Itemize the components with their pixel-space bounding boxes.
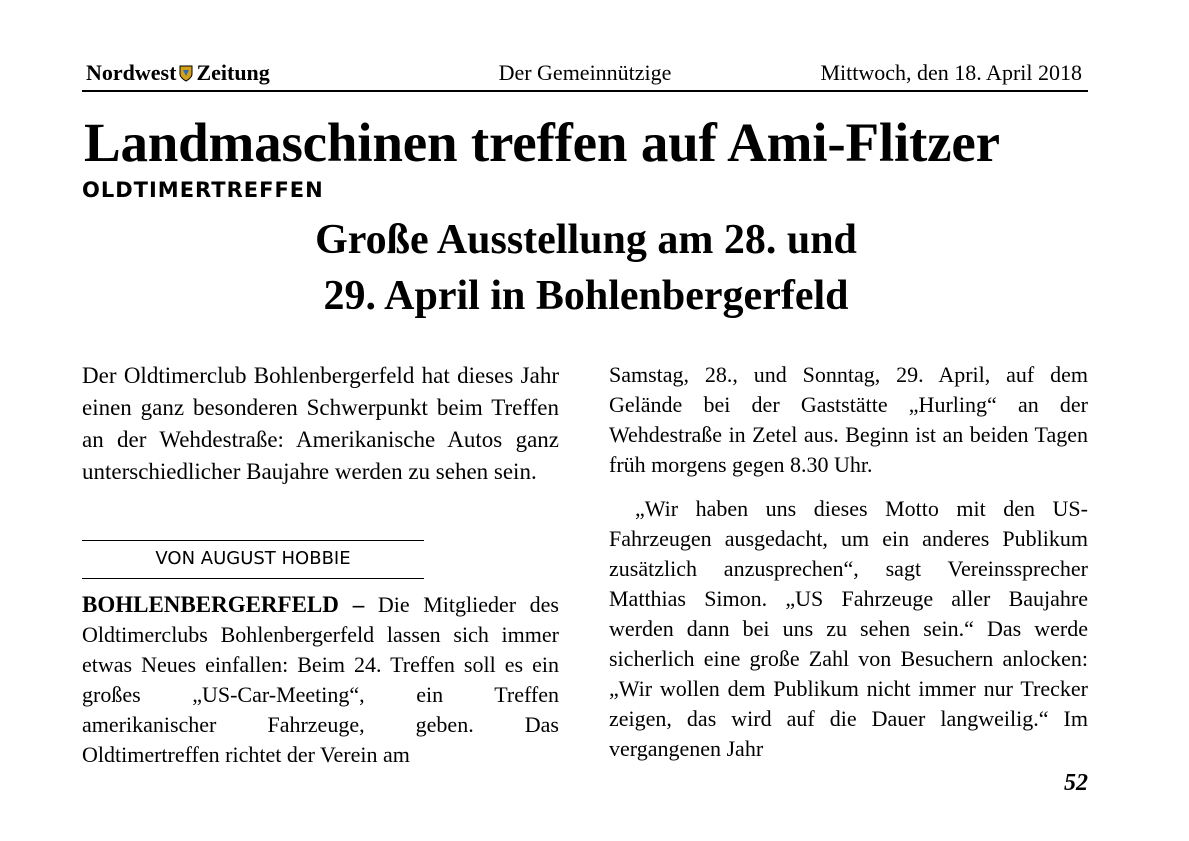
subheadline-line-1: Große Ausstellung am 28. und [315, 217, 857, 263]
body-left-text: Die Mitglieder des Oldtimerclubs Bohlenbergerfeld lassen sich immer etwas Neues einfallen: Beim 24. Treffen soll es ein großes „US-Car-Meeting“, ein Treffen amerikanischer Fahrzeuge, geben. Das Oldtimertreffen richtet der Verein am [82, 592, 559, 767]
byline-rule-top [82, 540, 424, 541]
brand-name-right: Zeitung [196, 60, 270, 85]
left-column-lead [82, 360, 559, 488]
right-column [609, 360, 1088, 764]
dateline: BOHLENBERGERFELD – [82, 592, 365, 617]
headline: Landmaschinen treffen auf Ami-Flitzer [84, 112, 1000, 173]
page-number: 52 [1064, 770, 1088, 796]
section-title: Der Gemeinnützige [498, 60, 672, 85]
lead-paragraph: Der Oldtimerclub Bohlenbergerfeld hat dieses Jahr einen ganz besonderen Schwerpunkt beim Treffen an der Wehdestraße: Amerikanische Autos ganz unterschiedlicher Baujahre werden zu sehen sein. [82, 363, 559, 484]
subheadline [84, 212, 1088, 324]
body-right-paragraph-2: „Wir haben uns dieses Motto mit den US-Fahrzeugen ausgedacht, um ein anderes Publikum zusätzlich anzusprechen“, sagt Vereinssprecher Matthias Simon. „US Fahrzeuge aller Baujahre werden dann bei uns zu sehen sein.“ Das werde sicherlich eine große Zahl von Besuchern anlocken: „Wir wollen dem Publikum nicht immer nur Trecker zeigen, das wird auf die Dauer langweilig.“ Im vergangenen Jahr [609, 496, 1088, 761]
byline-rule-bottom [82, 578, 424, 579]
byline: VON AUGUST HOBBIE [155, 548, 351, 569]
brand-name-left: Nordwest [86, 60, 177, 85]
left-column-body [82, 590, 559, 770]
masthead [82, 58, 1088, 92]
issue-date: Mittwoch, den 18. April 2018 [820, 60, 1082, 85]
kicker: OLDTIMERTREFFEN [82, 178, 324, 202]
body-right-paragraph-1: Samstag, 28., und Sonntag, 29. April, auf dem Gelände bei der Gaststätte „Hurling“ an der Wehdestraße in Zetel aus. Beginn ist an beiden Tagen früh morgens gegen 8.30 Uhr. [609, 362, 1088, 477]
subheadline-line-2: 29. April in Bohlenbergerfeld [323, 273, 849, 319]
